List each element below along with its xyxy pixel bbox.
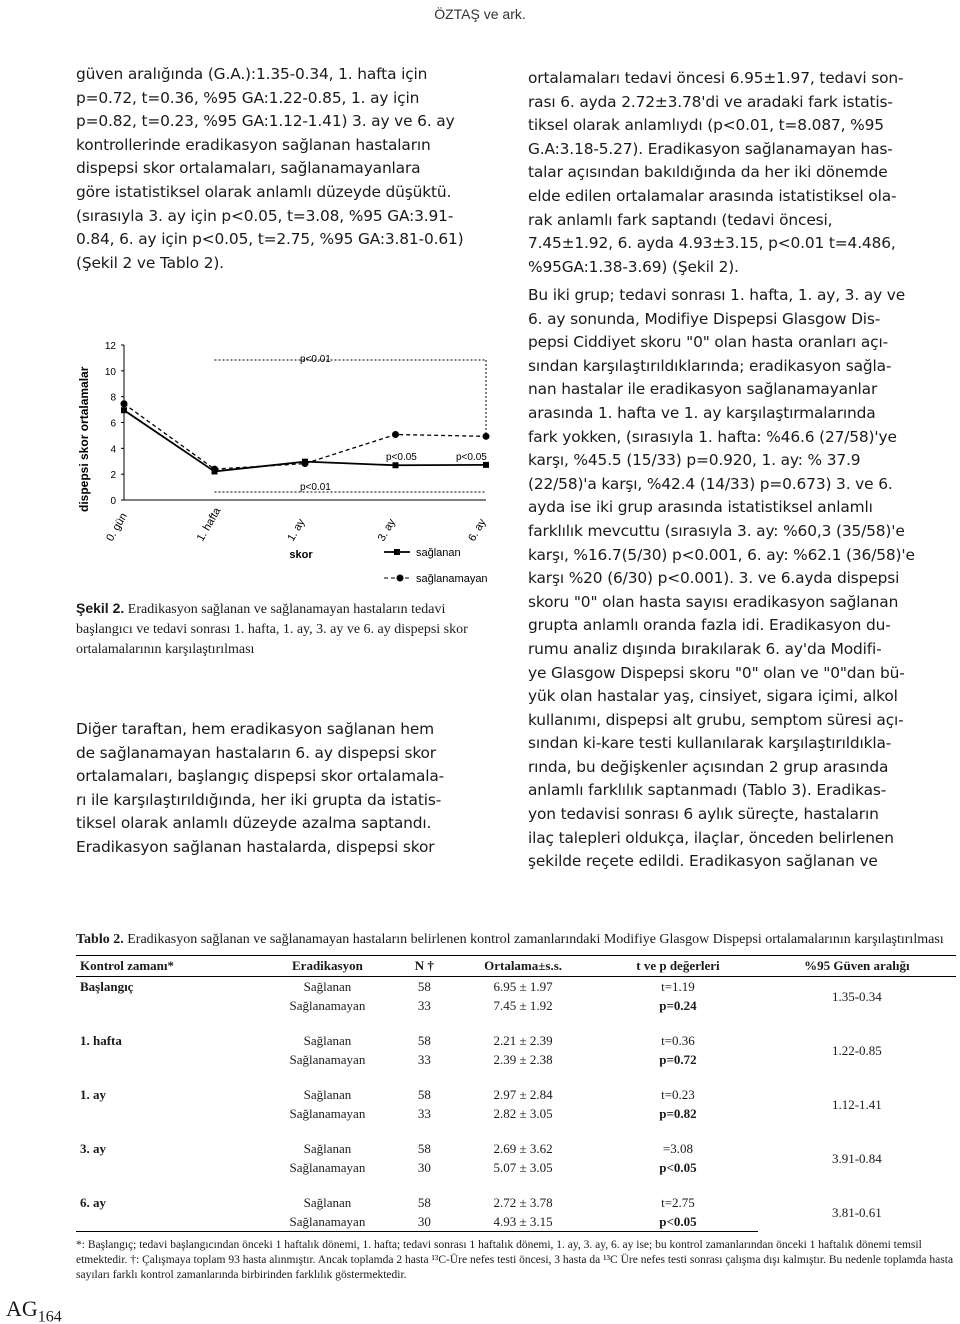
table-cell: Sağlanan (303, 979, 352, 994)
text-line: karşı %20 (6/30) p<0.001). 3. ve 6.ayda dispepsi (528, 569, 900, 588)
table-header-cell: t ve p değerleri (598, 956, 758, 977)
table-cell: 2.69 ± 3.62 (493, 1141, 553, 1156)
y-tick-label: 0 (110, 496, 116, 507)
legend-marker-saglanan (394, 549, 400, 555)
table-cell: 4.93 ± 3.15 (448, 1212, 598, 1232)
cell-time (76, 1104, 254, 1123)
x-tick-label: 1. ay (285, 516, 308, 544)
text-line: 0.84, 6. ay için p<0.05, t=2.75, %95 GA:3.81-0.61) (76, 230, 464, 249)
annotation-p: p<0.01 (300, 354, 331, 365)
text-line: güven aralığında (G.A.):1.35-0.34, 1. hafta için (76, 65, 428, 83)
y-tick-label: 10 (104, 366, 116, 378)
text-line: skoru "0" olan hasta sayısı eradikasyon sağlanan (528, 592, 899, 611)
table-cell: t=1.19 (661, 979, 695, 994)
x-tick-label: 3. ay (375, 516, 399, 544)
table-cell: p<0.05 (659, 1160, 697, 1175)
table-cell: Sağlanamayan (289, 1052, 366, 1067)
table-cell: Sağlanan (303, 1087, 352, 1102)
text-line: p=0.72, t=0.36, %95 GA:1.22-0.85, 1. ay için (76, 88, 420, 107)
text-line: pepsi Ciddiyet skoru "0" olan hasta oranları açı- (528, 333, 888, 352)
table-header-cell: Eradikasyon (254, 956, 400, 977)
page-number (6, 1296, 62, 1324)
cell-ci: 1.12-1.41 (831, 1096, 882, 1112)
cell-time: 6. ay (80, 1195, 106, 1210)
y-tick-label: 4 (110, 444, 116, 456)
table-header-cell: Kontrol zamanı* (76, 956, 254, 977)
table-cell: p<0.05 (598, 1212, 758, 1232)
table-spacer (76, 1123, 956, 1139)
text-line: 7.45±1.92, 6. ayda 4.93±3.15, p<0.01 t=4.486, (528, 234, 896, 253)
cell-time: 1. ay (80, 1087, 106, 1102)
y-tick-label: 2 (110, 470, 116, 482)
table-cell: 58 (417, 1141, 431, 1156)
cell-ci: 1.22-0.85 (831, 1042, 882, 1058)
text-line: elde edilen ortalamalar arasında istatistiksel ola- (528, 186, 897, 205)
text-line: tiksel olarak anlamlıydı (p<0.01, t=8.087, %95 (528, 116, 884, 135)
legend-label: sağlanan (416, 547, 461, 559)
text-line: kontrollerinde eradikasyon sağlanan hastaların (76, 135, 431, 154)
cell-time: 1. hafta (80, 1033, 122, 1048)
text-line: ortalamaları, başlangıç dispepsi skor ortalamala- (76, 767, 445, 786)
table-header-cell: %95 Güven aralığı (758, 956, 956, 977)
table-cell: 2.39 ± 2.38 (493, 1052, 553, 1067)
text-line: rumu analiz dışında bırakılarak 6. ay'da Modifi- (528, 639, 882, 658)
figure-caption-text: Eradikasyon sağlanan ve sağlanamayan hastaların tedavi başlangıcı ve tedavi sonrası 1. hafta, 1. ay, 3. ay ve 6. ay dispepsi skor ortalamalarının karşılaştırılması (76, 602, 468, 657)
table-cell: 58 (417, 1195, 431, 1210)
text-line: (sırasıyla 3. ay için p<0.05, t=3.08, %95 GA:3.91- (76, 206, 454, 225)
text-line: tiksel olarak anlamlı düzeyde azalma saptandı. (76, 814, 432, 833)
cell-time: 3. ay (80, 1141, 106, 1156)
table-cell: =3.08 (662, 1141, 693, 1156)
table-cell: 30 (417, 1160, 431, 1175)
text-line: yük olan hastalar yaş, cinsiyet, sigara içimi, alkol (528, 687, 898, 706)
table-header-cell: Ortalama±s.s. (448, 956, 598, 977)
table-cell: Sağlanan (303, 1195, 352, 1210)
table-cell: 6.95 ± 1.97 (493, 979, 553, 994)
text-line: anlamlı farklılık saptanmadı (Tablo 3). Eradikas- (528, 781, 887, 800)
table-cell: 58 (417, 1087, 431, 1102)
cell-time (76, 1050, 254, 1069)
text-line: fark yokken, (sırasıyla 1. hafta: %46.6 (27/58)'ye (528, 427, 897, 446)
y-tick-label: 12 (104, 341, 116, 352)
table-row (76, 1193, 956, 1212)
text-line: ayda ise iki grup arasında istatistiksel anlamlı (528, 498, 873, 517)
table-note: *: Başlangıç; tedavi başlangıcından önceki 1 haftalık dönemi, 1. hafta; tedavi sonrası 1 haftalık dönemi, 1. ay, 3. ay, 6. ay ise; bu kontrol zamanlarından önceki 1 haftalık dönemi temsil etmektedir. †: Çalışmaya toplam 93 hasta alınmıştır. Ancak toplamda 2 hasta ¹³C-Üre nefes testi öncesi, 3 hasta da ¹³C Üre nefes testi sonrası çalışma dışı kalmıştır. Bu nedenle toplamda hasta sayıları farklı kontrol zamanlarında birbirinden farklılık göstermektedir. (76, 1239, 954, 1281)
table-cell: 33 (417, 1106, 431, 1121)
figure-caption (76, 598, 504, 660)
table-header-cell: N † (401, 956, 448, 977)
table-cell: Sağlanan (303, 1033, 352, 1048)
text-line: rında, bu değişkenler açısından 2 grup arasında (528, 757, 889, 776)
text-line: Eradikasyon sağlanan hastalarda, dispepsi skor (76, 837, 435, 856)
results-table (76, 955, 956, 1232)
text-line: ilaç talepleri oldukça, ilaçlar, önceden belirlenen (528, 828, 894, 847)
table-cell: 58 (417, 1033, 431, 1048)
cell-ci: 3.91-0.84 (831, 1150, 882, 1166)
body-text-right-b (528, 284, 955, 874)
table-cell: p=0.82 (659, 1106, 697, 1121)
table-cell: p=0.72 (659, 1052, 697, 1067)
text-line: karşı, %45.5 (15/33) p=0.920, 1. ay: % 37.9 (528, 451, 861, 470)
text-line: p=0.82, t=0.23, %95 GA:1.12-1.41) 3. ay ve 6. ay (76, 112, 455, 131)
table-cell: t=0.36 (661, 1033, 695, 1048)
text-line: göre istatistiksel olarak anlamlı düzeyde düşüktü. (76, 182, 452, 201)
text-line: rak anlamlı fark saptandı (tedavi öncesi, (528, 210, 833, 229)
table-cell: 2.97 ± 2.84 (493, 1087, 553, 1102)
text-line: Diğer taraftan, hem eradikasyon sağlanan hem (76, 720, 434, 738)
table-cell: 7.45 ± 1.92 (493, 998, 553, 1013)
annotation-p: p<0.05 (456, 452, 487, 463)
table-cell: Sağlanamayan (254, 1212, 400, 1232)
data-point (393, 462, 399, 468)
table-caption-text: Eradikasyon sağlanan ve sağlanamayan hastaların belirlenen kontrol zamanlarındaki Modifiye Glasgow Dispepsi ortalamalarının karşılaştırılması (127, 932, 944, 947)
data-point (211, 466, 218, 473)
text-line: karşı, %16.7(5/30) p<0.001, 6. ay: %62.1 (36/58)'e (528, 545, 915, 564)
table-cell: 2.82 ± 3.05 (493, 1106, 553, 1121)
table-cell: Sağlanamayan (289, 1106, 366, 1121)
text-line: nan hastalar ile eradikasyon sağlanamayanlar (528, 380, 878, 399)
text-line: ortalamaları tedavi öncesi 6.95±1.97, tedavi son- (528, 69, 904, 87)
table-row (76, 1139, 956, 1158)
table-cell: Sağlanan (303, 1141, 352, 1156)
data-point (121, 400, 128, 407)
table-cell: p=0.24 (659, 998, 697, 1013)
text-line: grupta anlamlı oranda fazla idi. Eradikasyon du- (528, 616, 891, 635)
legend-marker-saglanamayan (397, 575, 404, 582)
annotation-p: p<0.01 (300, 482, 331, 493)
chart-svg (76, 330, 506, 600)
body-text-left-bottom (76, 718, 501, 860)
text-line: G.A:3.18-5.27). Eradikasyon sağlanamayan has- (528, 139, 893, 158)
x-tick-label: 1. hafta (194, 505, 224, 544)
text-line: yon tedavisi sonrası 6 aylık süreçte, hastaların (528, 805, 879, 824)
table-row (76, 1031, 956, 1050)
table-cell: 58 (417, 979, 431, 994)
table-spacer (76, 1177, 956, 1193)
table-cell: t=2.75 (661, 1195, 695, 1210)
text-line: rası 6. ayda 2.72±3.78'di ve aradaki fark istatis- (528, 92, 893, 111)
text-line: arasında 1. hafta ve 1. ay karşılaştırmalarında (528, 403, 876, 422)
text-line: talar açısından bakıldığında da her iki dönemde (528, 163, 888, 182)
table-header-row (76, 956, 956, 977)
body-text-right-a (528, 67, 955, 279)
table-cell: 2.72 ± 3.78 (493, 1195, 553, 1210)
table-cell: 30 (401, 1212, 448, 1232)
data-point (121, 407, 127, 413)
text-line: (Şekil 2 ve Tablo 2). (76, 253, 224, 272)
table-cell: t=0.23 (661, 1087, 695, 1102)
text-line: (22/58)'a karşı, %42.4 (14/33) p=0.673) 3. ve 6. (528, 474, 893, 493)
text-line: dispepsi skor ortalamaları, sağlanamayanlara (76, 159, 421, 178)
x-tick-label: 6. ay (466, 516, 489, 544)
cell-time (76, 1212, 254, 1232)
cell-ci: 3.81-0.61 (831, 1204, 882, 1220)
figure-caption-label: Şekil 2. (76, 600, 125, 616)
text-line: de sağlanamayan hastaların 6. ay dispepsi skor (76, 743, 436, 762)
table-cell: 2.21 ± 2.39 (493, 1033, 553, 1048)
table-cell: 5.07 ± 3.05 (493, 1160, 553, 1175)
legend-label: sağlanamayan (416, 573, 488, 585)
page-number-value: 164 (37, 1308, 62, 1324)
text-line: %95GA:1.38-3.69) (Şekil 2). (528, 257, 739, 276)
cell-time: Başlangıç (80, 979, 134, 994)
y-tick-label: 8 (110, 392, 116, 404)
x-tick-label: 0. gün (104, 511, 130, 544)
cell-time (76, 1158, 254, 1177)
text-line: farklılık mevcuttu (sırasıyla 3. ay: %60,3 (35/58)'e (528, 521, 905, 540)
y-tick-label: 6 (110, 418, 116, 430)
text-line: sından ki-kare testi kullanılarak karşılaştırıldıkla- (528, 734, 892, 753)
page-number-prefix: AG (6, 1296, 38, 1321)
data-point (302, 460, 309, 467)
table-cell: Sağlanamayan (289, 998, 366, 1013)
cell-time (76, 996, 254, 1015)
text-line: şekilde reçete edildi. Eradikasyon sağlanan ve (528, 852, 878, 871)
table-cell: 33 (417, 1052, 431, 1067)
table-row (76, 1085, 956, 1104)
table-spacer (76, 1015, 956, 1031)
table-section (76, 930, 956, 1283)
annotation-p: p<0.05 (386, 452, 417, 463)
table-notes (76, 1238, 956, 1283)
y-axis-label: dispepsi skor ortalamalar (77, 366, 91, 512)
text-line: sından karşılaştırıldıklarında; eradikasyon sağla- (528, 356, 892, 375)
text-line: ye Glasgow Dispepsi skoru "0" olan ve "0"dan bü- (528, 663, 905, 682)
table-row (76, 977, 956, 997)
table-caption (76, 930, 956, 949)
figure-line-chart (76, 330, 506, 600)
text-line: kullanımı, dispepsi alt grubu, semptom süresi açı- (528, 710, 904, 729)
table-body (76, 977, 956, 1232)
text-line: Bu iki grup; tedavi sonrası 1. hafta, 1. ay, 3. ay ve (528, 286, 906, 304)
table-cell: 33 (417, 998, 431, 1013)
table-caption-label: Tablo 2. (76, 932, 124, 947)
table-spacer (76, 1069, 956, 1085)
data-point (392, 431, 399, 438)
text-line: rı ile karşılaştırıldığında, her iki grupta da istatis- (76, 790, 442, 809)
body-text-left-top (76, 63, 501, 275)
table-cell: Sağlanamayan (289, 1160, 366, 1175)
cell-ci: 1.35-0.34 (831, 988, 882, 1004)
text-line: 6. ay sonunda, Modifiye Dispepsi Glasgow Dis- (528, 309, 881, 328)
x-axis-label: skor (289, 549, 313, 561)
running-head: ÖZTAŞ ve ark. (434, 6, 526, 22)
